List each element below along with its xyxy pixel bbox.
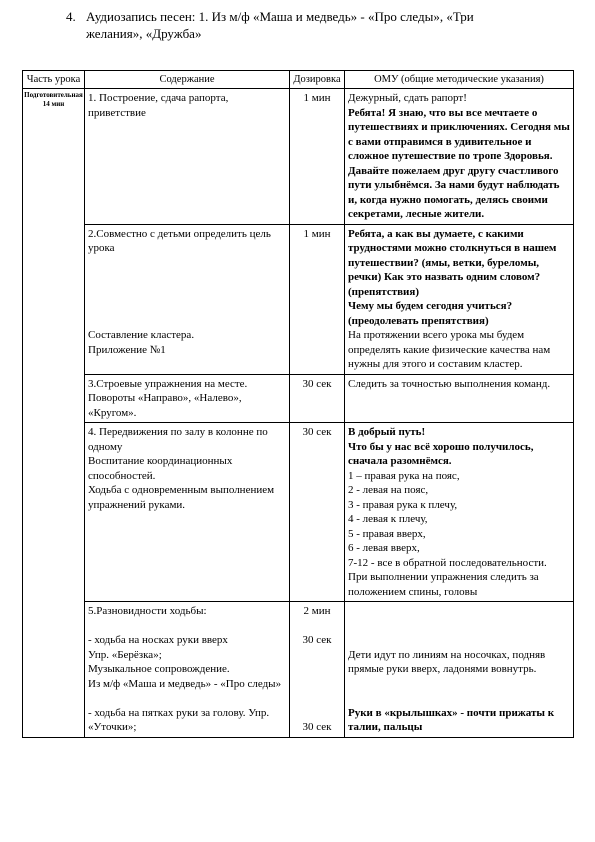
- dose-cell: [290, 374, 345, 423]
- heading-line1: Аудиозапись песен: 1. Из м/ф «Маша и медведь» - «Про следы», «Три: [86, 9, 474, 24]
- content-cell: [85, 374, 290, 423]
- omu-cell: [345, 224, 574, 374]
- omu-cell: [345, 374, 574, 423]
- dose-value: [293, 691, 341, 706]
- omu-line: Ребята! Я знаю, что вы все мечтаете о путешествиях и приключениях. Сегодня мы с вами отправимся в удивительное и сложное путешествие по тропе Здоровья. Давайте пожелаем друг другу счастливого пути улыбнёмся. За нами будут наблюдать и, когда нужно помогать, делясь своими секретами, лесные жители.: [348, 106, 570, 220]
- heading-line2: желания», «Дружба»: [86, 26, 202, 41]
- dose-value: 1 мин: [303, 227, 331, 240]
- content-line: Ходьба с одновременным выполнением упражнений руками.: [88, 484, 275, 511]
- omu-line: 2 - левая на пояс,: [348, 484, 429, 496]
- content-line: [88, 691, 286, 706]
- omu-line: В добрый путь!: [348, 426, 426, 438]
- content-line: 5.Разновидности ходьбы:: [88, 605, 207, 617]
- dose-value: 30 сек: [302, 377, 332, 390]
- content-line: [88, 619, 286, 634]
- omu-line: Дети идут по линиям на носочках, подняв прямые руки вверх, ладонями вовнутрь.: [348, 648, 546, 675]
- omu-cell: [345, 89, 574, 225]
- omu-line: Дежурный, сдать рапорт!: [348, 92, 467, 104]
- content-line: [88, 256, 286, 271]
- content-line: Музыкальное сопровождение.: [88, 663, 230, 675]
- omu-line: Руки в «крылышках» - почти прижаты к талии, пальцы: [348, 706, 555, 733]
- table-header-row: [23, 71, 574, 89]
- table-row: [23, 224, 574, 374]
- part-cell: Подготовительная 14 мин: [23, 89, 85, 738]
- content-line: [88, 314, 286, 329]
- dose-value: 1 мин: [303, 92, 331, 104]
- content-line: Упр. «Берёзка»;: [88, 648, 162, 661]
- omu-line: 7-12 - все в обратной последовательности.: [348, 556, 547, 569]
- header-dose: Дозировка: [290, 71, 345, 89]
- dose-cell: [290, 423, 345, 602]
- dose-value: [293, 648, 341, 663]
- omu-line: 3 - правая рука к плечу,: [348, 498, 458, 511]
- content-line: [88, 299, 286, 314]
- content-line: Приложение №1: [88, 343, 166, 356]
- content-line: - ходьба на пятках руки за голову. Упр. «Уточки»;: [88, 706, 270, 733]
- content-cell: [85, 602, 290, 738]
- table-body: [23, 89, 574, 738]
- header-omu: ОМУ (общие методические указания): [345, 71, 574, 89]
- content-line: 3.Строевые упражнения на месте. Повороты «Направо», «Налево», «Кругом».: [88, 377, 248, 419]
- omu-line: Что бы у нас всё хорошо получилось, сначала разомнёмся.: [348, 440, 534, 467]
- dose-value: [293, 662, 341, 677]
- table-row: [23, 602, 574, 738]
- omu-line: Следить за точностью выполнения команд.: [348, 377, 551, 390]
- dose-value: 30 сек: [302, 426, 332, 438]
- omu-line: Ребята, а как вы думаете, с какими трудностями можно столкнуться в нашем путешествии? (ямы, ветки, буреломы, речки) Как это назвать одним словом? (препятствия): [348, 227, 557, 298]
- content-line: [88, 285, 286, 300]
- heading-number: 4.: [66, 9, 76, 24]
- table-row: [23, 89, 574, 225]
- header-content: Содержание: [85, 71, 290, 89]
- dose-cell: [290, 602, 345, 738]
- omu-line: 5 - правая вверх,: [348, 527, 426, 540]
- dose-cell: [290, 224, 345, 374]
- content-line: Составление кластера.: [88, 329, 195, 341]
- heading: [66, 8, 546, 42]
- omu-line: 4 - левая к плечу,: [348, 513, 428, 525]
- content-cell: [85, 423, 290, 602]
- content-line: [88, 270, 286, 285]
- dose-value: [293, 619, 341, 634]
- table-row: [23, 423, 574, 602]
- omu-line: [348, 633, 570, 648]
- dose-value: [293, 706, 341, 721]
- header-part: Часть урока: [23, 71, 85, 89]
- dose-value: 2 мин: [303, 605, 331, 617]
- dose-value: 30 сек: [302, 634, 332, 646]
- dose-value: 30 сек: [302, 721, 332, 733]
- content-line: Из м/ф «Маша и медведь» - «Про следы»: [88, 677, 282, 690]
- content-line: 4. Передвижения по залу в колонне по одному: [88, 426, 268, 453]
- omu-cell: [345, 602, 574, 738]
- omu-line: 1 – правая рука на пояс,: [348, 469, 460, 482]
- omu-line: 6 - левая вверх,: [348, 542, 420, 554]
- dose-value: [293, 677, 341, 692]
- content-line: - ходьба на носках руки вверх: [88, 634, 228, 646]
- omu-line: [348, 619, 570, 634]
- content-line: Воспитание координационных способностей.: [88, 455, 233, 482]
- content-line: 1. Построение, сдача рапорта, приветствие: [88, 92, 229, 119]
- omu-line: Чему мы будем сегодня учиться? (преодолевать препятствия): [348, 300, 513, 327]
- content-line: 2.Совместно с детьми определить цель урока: [88, 227, 271, 254]
- omu-cell: [345, 423, 574, 602]
- omu-line: При выполнении упражнения следить за положением спины, головы: [348, 571, 539, 598]
- omu-line: На протяжении всего урока мы будем определять какие физические качества нам нужны для этого и составим кластер.: [348, 329, 551, 370]
- table-row: [23, 374, 574, 423]
- content-cell: [85, 224, 290, 374]
- omu-line: [348, 677, 570, 692]
- dose-cell: [290, 89, 345, 225]
- omu-line: [348, 691, 570, 706]
- content-cell: [85, 89, 290, 225]
- omu-line: [348, 604, 570, 619]
- lesson-table: [22, 70, 574, 738]
